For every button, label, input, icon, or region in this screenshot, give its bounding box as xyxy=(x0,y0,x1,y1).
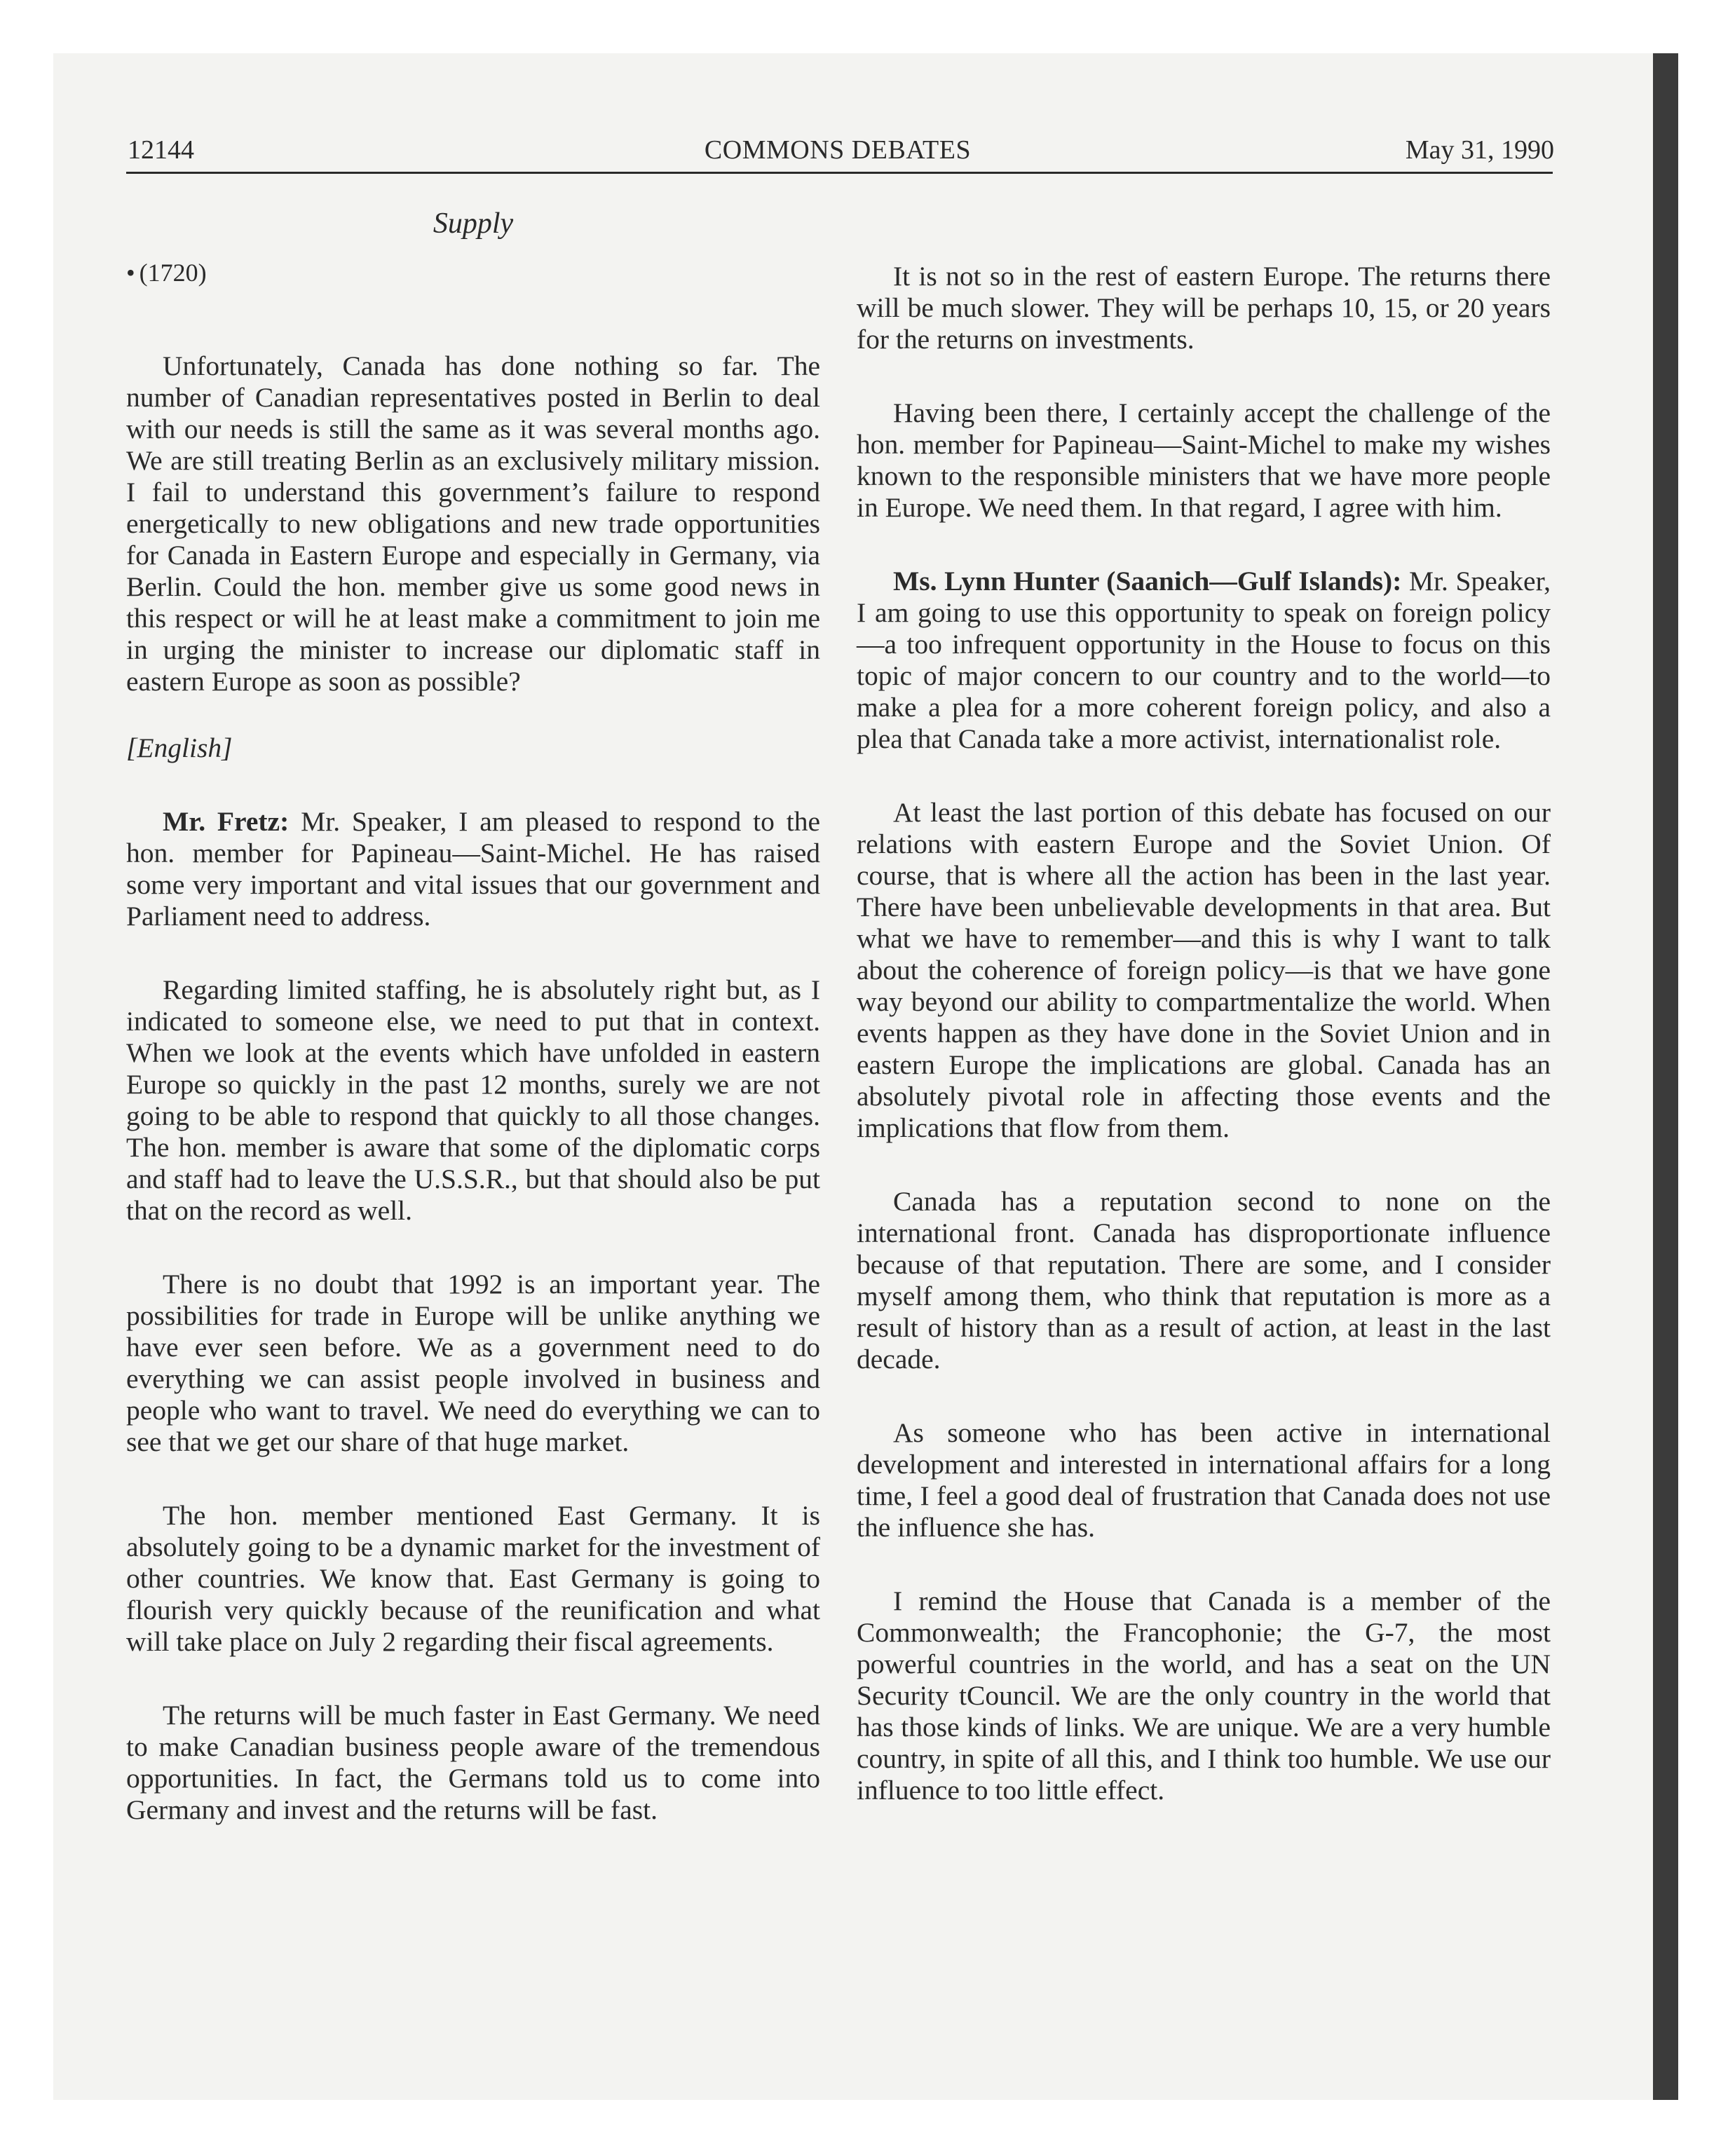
left-column xyxy=(126,258,820,1868)
paragraph: Canada has a reputation second to none on the international front. Canada has disproportionate influence because of that reputation. There are some, and I consider myself among them, who think that reputation is more as a result of history than as a result of action, at least in the last decade. xyxy=(857,1186,1551,1374)
paragraph: Regarding limited staffing, he is absolutely right but, as I indicated to someone else, we need to put that in context. When we look at the events which have unfolded in eastern Europe so quickly in the past 12 months, surely we are not going to be able to respond that quickly to all those changes. The hon. member is aware that some of the diplomatic corps and staff had to leave the U.S.S.R., but that should also be put that on the record as well. xyxy=(126,974,820,1226)
paragraph: At least the last portion of this debate has focused on our relations with eastern Europe and the Soviet Union. Of course, that is where all the action has been in the last year. There have been unbelievable developments in that area. But what we have to remember—and this is why I want to talk about the coherence of foreign policy—is that we have gone way beyond our ability to compartmentalize the world. When events happen as they have done in the Soviet Union and in eastern Europe the implications are global. Canada has an absolutely pivotal role in affecting those events and the implications that flow from them. xyxy=(857,797,1551,1143)
bullet-icon: • xyxy=(126,259,135,287)
paragraph xyxy=(857,566,1551,755)
speaker-name: Mr. Fretz: xyxy=(163,806,290,837)
paragraph: The returns will be much faster in East Germany. We need to make Canadian business people aware of the tremendous opportunities. In fact, the Germans told us to come into Germany and invest and the returns will be fast. xyxy=(126,1700,820,1825)
language-tag: [English] xyxy=(126,732,233,763)
timestamp-text: (1720) xyxy=(139,259,207,287)
paragraph: Having been there, I certainly accept the challenge of the hon. member for Papineau—Saint-Michel to make my wishes known to the responsible ministers that we have more people in Europe. We need them. In that regard, I agree with him. xyxy=(857,397,1551,523)
paragraph: Unfortunately, Canada has done nothing so far. The number of Canadian representatives posted in Berlin to deal with our needs is still the same as it was several months ago. We are still treating Berlin as an exclusively military mission. I fail to understand this government’s failure to respond energetically to new obligations and new trade opportunities for Canada in Eastern Europe and especially in Germany, via Berlin. Could the hon. member give us some good news in this respect or will he at least make a commitment to join me in urging the minister to increase our diplomatic staff in eastern Europe as soon as possible? xyxy=(126,350,820,697)
page-number: 12144 xyxy=(128,135,194,165)
right-column xyxy=(857,261,1551,1848)
speech-text: Mr. Speaker, I am going to use this opportunity to speak on foreign policy—a too infrequent opportunity in the House to focus on this topic of major concern to our country and to the world—to make a plea for a more coherent foreign policy, and also a plea that Canada take a more activist, internationalist role. xyxy=(857,566,1551,754)
timestamp xyxy=(126,258,820,287)
paragraph: As someone who has been active in international development and interested in international affairs for a long time, I feel a good deal of frustration that Canada does not use the influence she has. xyxy=(857,1417,1551,1543)
publication-title: COMMONS DEBATES xyxy=(704,135,972,165)
running-head: Supply xyxy=(433,207,514,240)
speaker-name: Ms. Lynn Hunter (Saanich—Gulf Islands): xyxy=(893,566,1402,596)
paragraph: The hon. member mentioned East Germany. It is absolutely going to be a dynamic market for the investment of other countries. We know that. East Germany is going to flourish very quickly because of the reunification and what will take place on July 2 regarding their fiscal agreements. xyxy=(126,1500,820,1657)
speech-text: Mr. Speaker, I am pleased to respond to the hon. member for Papineau—Saint-Michel. He has raised some very important and vital issues that our government and Parliament need to address. xyxy=(126,806,820,932)
scan-edge-bar xyxy=(1653,53,1678,2100)
paragraph xyxy=(126,806,820,932)
paragraph: I remind the House that Canada is a member of the Commonwealth; the Francophonie; the G-7, the most powerful countries in the world, and has a seat on the UN Security tCouncil. We are the only country in the world that has those kinds of links. We are unique. We are a very humble country, in spite of all this, and I think too humble. We use our influence to too little effect. xyxy=(857,1585,1551,1806)
paragraph: It is not so in the rest of eastern Europe. The returns there will be much slower. They will be perhaps 10, 15, or 20 years for the returns on investments. xyxy=(857,261,1551,355)
header-rule xyxy=(126,172,1553,174)
publication-date: May 31, 1990 xyxy=(1405,135,1554,165)
paragraph: There is no doubt that 1992 is an important year. The possibilities for trade in Europe will be unlike anything we have ever seen before. We as a government need to do everything we can assist people involved in business and people who want to travel. We need do everything we can to see that we get our share of that huge market. xyxy=(126,1269,820,1457)
